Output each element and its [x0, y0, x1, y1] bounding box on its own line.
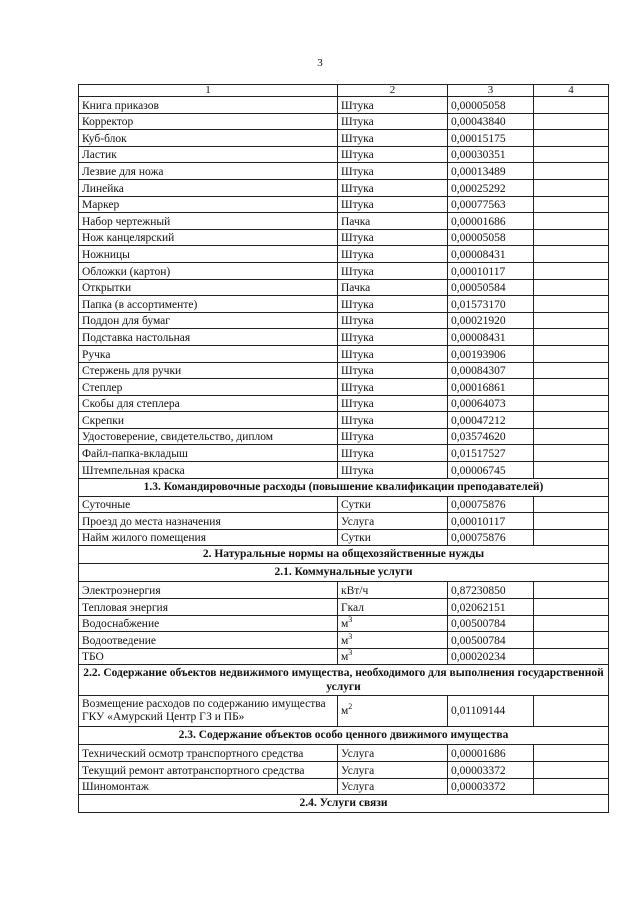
- item-unit: [338, 395, 448, 412]
- item-empty-cell: [534, 279, 609, 296]
- item-unit: [338, 445, 448, 462]
- item-norm-value: 0,00003372: [448, 762, 534, 779]
- item-norm-value: 0,00075876: [448, 529, 534, 546]
- item-norm-value: 0,02062151: [448, 599, 534, 616]
- item-empty-cell: [534, 97, 609, 114]
- item-name: Файл-папка-вкладыш: [79, 445, 338, 462]
- unit-label: Услуга: [341, 764, 375, 777]
- table-row: [79, 229, 609, 246]
- unit-exponent: 3: [348, 648, 353, 658]
- unit-label: Штука: [341, 315, 374, 328]
- item-empty-cell: [534, 648, 609, 665]
- unit-exponent: 3: [348, 615, 353, 625]
- table-row: [79, 213, 609, 230]
- item-name: Текущий ремонт автотранспортного средства: [79, 762, 338, 779]
- item-norm-value: 0,00500784: [448, 615, 534, 632]
- table-row: [79, 745, 609, 762]
- table-row: [79, 296, 609, 313]
- item-name: Ластик: [79, 146, 338, 163]
- item-norm-value: 0,00021920: [448, 312, 534, 329]
- table-row: [79, 582, 609, 599]
- table-row: [79, 196, 609, 213]
- item-unit: [338, 412, 448, 429]
- table-row: [79, 130, 609, 147]
- item-norm-value: 0,00001686: [448, 213, 534, 230]
- section-row: [79, 795, 609, 813]
- item-unit: [338, 163, 448, 180]
- table-row: [79, 345, 609, 362]
- item-name: Книга приказов: [79, 97, 338, 114]
- unit-label: Штука: [341, 248, 374, 261]
- item-empty-cell: [534, 312, 609, 329]
- item-norm-value: 0,00077563: [448, 196, 534, 213]
- item-unit: [338, 362, 448, 379]
- item-unit: [338, 615, 448, 632]
- section-heading-2-3: 2.3. Содержание объектов особо ценного движимого имущества: [79, 727, 609, 745]
- item-name: Найм жилого помещения: [79, 529, 338, 546]
- item-norm-value: 0,00010117: [448, 513, 534, 530]
- item-empty-cell: [534, 246, 609, 263]
- item-norm-value: 0,01109144: [448, 696, 534, 727]
- table-row: [79, 246, 609, 263]
- item-empty-cell: [534, 513, 609, 530]
- item-unit: [338, 179, 448, 196]
- item-norm-value: 0,00008431: [448, 329, 534, 346]
- table-row: [79, 648, 609, 665]
- table-row: [79, 762, 609, 779]
- unit-exponent: 3: [348, 631, 353, 641]
- section-heading-2-1: 2.1. Коммунальные услуги: [79, 564, 609, 582]
- item-name: Корректор: [79, 113, 338, 130]
- item-name: Подставка настольная: [79, 329, 338, 346]
- item-unit: [338, 312, 448, 329]
- item-empty-cell: [534, 762, 609, 779]
- table-row: [79, 696, 609, 727]
- item-name: Тепловая энергия: [79, 599, 338, 616]
- item-empty-cell: [534, 113, 609, 130]
- item-unit: [338, 529, 448, 546]
- item-norm-value: 0,00005058: [448, 229, 534, 246]
- item-unit: [338, 97, 448, 114]
- unit-label: Гкал: [341, 601, 365, 614]
- item-norm-value: 0,00043840: [448, 113, 534, 130]
- item-name: Водоснабжение: [79, 615, 338, 632]
- unit-label: Штука: [341, 149, 374, 162]
- item-empty-cell: [534, 196, 609, 213]
- item-unit: [338, 213, 448, 230]
- item-unit: [338, 113, 448, 130]
- item-empty-cell: [534, 582, 609, 599]
- table-row: [79, 462, 609, 479]
- item-empty-cell: [534, 428, 609, 445]
- item-empty-cell: [534, 745, 609, 762]
- column-header-1: 1: [79, 85, 338, 97]
- item-unit: [338, 262, 448, 279]
- item-name: Куб-блок: [79, 130, 338, 147]
- item-unit: [338, 379, 448, 396]
- item-unit: [338, 513, 448, 530]
- item-norm-value: 0,01573170: [448, 296, 534, 313]
- item-norm-value: 0,00050584: [448, 279, 534, 296]
- table-row: [79, 262, 609, 279]
- table-row: [79, 97, 609, 114]
- item-name: Поддон для бумаг: [79, 312, 338, 329]
- section-heading-1-3: 1.3. Командировочные расходы (повышение квалификации преподавателей): [79, 478, 609, 496]
- item-unit: [338, 745, 448, 762]
- item-unit: [338, 296, 448, 313]
- item-norm-value: 0,00075876: [448, 496, 534, 513]
- item-empty-cell: [534, 163, 609, 180]
- item-unit: [338, 329, 448, 346]
- item-empty-cell: [534, 130, 609, 147]
- unit-label: Штука: [341, 414, 374, 427]
- item-unit: [338, 632, 448, 649]
- item-norm-value: 0,00005058: [448, 97, 534, 114]
- unit-label: Штука: [341, 132, 374, 145]
- unit-label: Сутки: [341, 499, 371, 512]
- unit-label: Штука: [341, 182, 374, 195]
- table-row: [79, 163, 609, 180]
- item-name: Водоотведение: [79, 632, 338, 649]
- item-name: Скобы для степлера: [79, 395, 338, 412]
- item-unit: [338, 428, 448, 445]
- item-norm-value: 0,00084307: [448, 362, 534, 379]
- item-unit: [338, 279, 448, 296]
- table-row: [79, 379, 609, 396]
- item-norm-value: 0,00500784: [448, 632, 534, 649]
- item-norm-value: 0,00008431: [448, 246, 534, 263]
- unit-label: м: [341, 618, 349, 631]
- unit-label: кВт/ч: [341, 585, 369, 598]
- item-name: Линейка: [79, 179, 338, 196]
- unit-label: Штука: [341, 165, 374, 178]
- item-unit: [338, 762, 448, 779]
- item-name: Степлер: [79, 379, 338, 396]
- item-unit: [338, 462, 448, 479]
- item-empty-cell: [534, 462, 609, 479]
- item-unit: [338, 130, 448, 147]
- item-norm-value: 0,00003372: [448, 778, 534, 795]
- unit-label: Штука: [341, 348, 374, 361]
- item-norm-value: 0,01517527: [448, 445, 534, 462]
- table-row: [79, 632, 609, 649]
- section-heading-2-4: 2.4. Услуги связи: [79, 795, 609, 813]
- item-name: Нож канцелярский: [79, 229, 338, 246]
- unit-label: м: [341, 634, 349, 647]
- item-norm-value: 0,03574620: [448, 428, 534, 445]
- unit-label: Штука: [341, 464, 374, 477]
- item-name: Ножницы: [79, 246, 338, 263]
- item-empty-cell: [534, 213, 609, 230]
- table-row: [79, 496, 609, 513]
- unit-label: Штука: [341, 398, 374, 411]
- page-number: 3: [317, 57, 323, 69]
- table-row: [79, 113, 609, 130]
- item-name: Открытки: [79, 279, 338, 296]
- item-empty-cell: [534, 179, 609, 196]
- unit-label: Штука: [341, 265, 374, 278]
- item-unit: [338, 345, 448, 362]
- section-row: [79, 564, 609, 582]
- item-name: Удостоверение, свидетельство, диплом: [79, 428, 338, 445]
- unit-label: Штука: [341, 116, 374, 129]
- item-empty-cell: [534, 599, 609, 616]
- table-row: [79, 445, 609, 462]
- unit-label: Пачка: [341, 282, 371, 295]
- item-empty-cell: [534, 296, 609, 313]
- unit-label: Пачка: [341, 215, 371, 228]
- item-empty-cell: [534, 395, 609, 412]
- unit-label: Штука: [341, 381, 374, 394]
- item-unit: [338, 496, 448, 513]
- item-name: Штемпельная краска: [79, 462, 338, 479]
- item-norm-value: 0,00193906: [448, 345, 534, 362]
- item-empty-cell: [534, 696, 609, 727]
- column-header-4: 4: [534, 85, 609, 97]
- column-header-2: 2: [338, 85, 448, 97]
- unit-label: Услуга: [341, 781, 375, 794]
- item-empty-cell: [534, 262, 609, 279]
- item-empty-cell: [534, 412, 609, 429]
- item-name: Электроэнергия: [79, 582, 338, 599]
- item-empty-cell: [534, 529, 609, 546]
- unit-label: Штука: [341, 298, 374, 311]
- item-norm-value: 0,00064073: [448, 395, 534, 412]
- item-name: Набор чертежный: [79, 213, 338, 230]
- unit-label: Сутки: [341, 532, 371, 545]
- item-name: Обложки (картон): [79, 262, 338, 279]
- item-empty-cell: [534, 345, 609, 362]
- column-header-row: [79, 85, 609, 97]
- item-norm-value: 0,00025292: [448, 179, 534, 196]
- item-norm-value: 0,00013489: [448, 163, 534, 180]
- item-norm-value: 0,00010117: [448, 262, 534, 279]
- section-heading-2-2: 2.2. Содержание объектов недвижимого имущества, необходимого для выполнения государственной услуги: [79, 665, 609, 696]
- unit-label: Штука: [341, 431, 374, 444]
- item-name: Скрепки: [79, 412, 338, 429]
- item-empty-cell: [534, 778, 609, 795]
- item-norm-value: 0,00016861: [448, 379, 534, 396]
- item-empty-cell: [534, 229, 609, 246]
- item-norm-value: 0,00030351: [448, 146, 534, 163]
- item-name: ТБО: [79, 648, 338, 665]
- unit-label: Штука: [341, 448, 374, 461]
- table-row: [79, 146, 609, 163]
- item-empty-cell: [534, 146, 609, 163]
- unit-label: Штука: [341, 365, 374, 378]
- norms-table: [78, 84, 609, 813]
- item-empty-cell: [534, 379, 609, 396]
- item-name: Лезвие для ножа: [79, 163, 338, 180]
- item-name: Суточные: [79, 496, 338, 513]
- item-name: Папка (в ассортименте): [79, 296, 338, 313]
- item-norm-value: 0,00006745: [448, 462, 534, 479]
- table-row: [79, 778, 609, 795]
- unit-label: м: [341, 651, 349, 664]
- table-row: [79, 513, 609, 530]
- item-unit: [338, 582, 448, 599]
- item-empty-cell: [534, 496, 609, 513]
- item-name: Стержень для ручки: [79, 362, 338, 379]
- unit-label: Штука: [341, 99, 374, 112]
- item-unit: [338, 599, 448, 616]
- item-empty-cell: [534, 362, 609, 379]
- table-row: [79, 529, 609, 546]
- unit-exponent: 2: [348, 702, 353, 712]
- item-empty-cell: [534, 329, 609, 346]
- item-name: Возмещение расходов по содержанию имущества ГКУ «Амурский Центр ГЗ и ПБ»: [79, 696, 338, 727]
- table-row: [79, 179, 609, 196]
- table-row: [79, 395, 609, 412]
- table-row: [79, 329, 609, 346]
- item-name: Маркер: [79, 196, 338, 213]
- section-row: [79, 665, 609, 696]
- item-name: Технический осмотр транспортного средства: [79, 745, 338, 762]
- item-unit: [338, 196, 448, 213]
- unit-label: Штука: [341, 199, 374, 212]
- section-row: [79, 727, 609, 745]
- table-row: [79, 412, 609, 429]
- unit-label: Штука: [341, 331, 374, 344]
- item-norm-value: 0,00020234: [448, 648, 534, 665]
- item-norm-value: 0,87230850: [448, 582, 534, 599]
- unit-label: Услуга: [341, 515, 375, 528]
- item-name: Шиномонтаж: [79, 778, 338, 795]
- table-row: [79, 599, 609, 616]
- table-row: [79, 312, 609, 329]
- item-unit: [338, 696, 448, 727]
- item-norm-value: 0,00015175: [448, 130, 534, 147]
- item-empty-cell: [534, 445, 609, 462]
- item-empty-cell: [534, 632, 609, 649]
- item-name: Проезд до места назначения: [79, 513, 338, 530]
- item-unit: [338, 229, 448, 246]
- item-name: Ручка: [79, 345, 338, 362]
- item-unit: [338, 648, 448, 665]
- item-unit: [338, 246, 448, 263]
- column-header-3: 3: [448, 85, 534, 97]
- table-row: [79, 279, 609, 296]
- section-row: [79, 546, 609, 564]
- section-row: [79, 478, 609, 496]
- section-heading-2: 2. Натуральные нормы на общехозяйственные нужды: [79, 546, 609, 564]
- table-row: [79, 362, 609, 379]
- unit-label: Услуга: [341, 748, 375, 760]
- item-norm-value: 0,00001686: [448, 745, 534, 762]
- item-unit: [338, 778, 448, 795]
- table-row: [79, 428, 609, 445]
- item-unit: [338, 146, 448, 163]
- table-row: [79, 615, 609, 632]
- item-empty-cell: [534, 615, 609, 632]
- item-norm-value: 0,00047212: [448, 412, 534, 429]
- unit-label: Штука: [341, 232, 374, 245]
- unit-label: м: [341, 704, 349, 717]
